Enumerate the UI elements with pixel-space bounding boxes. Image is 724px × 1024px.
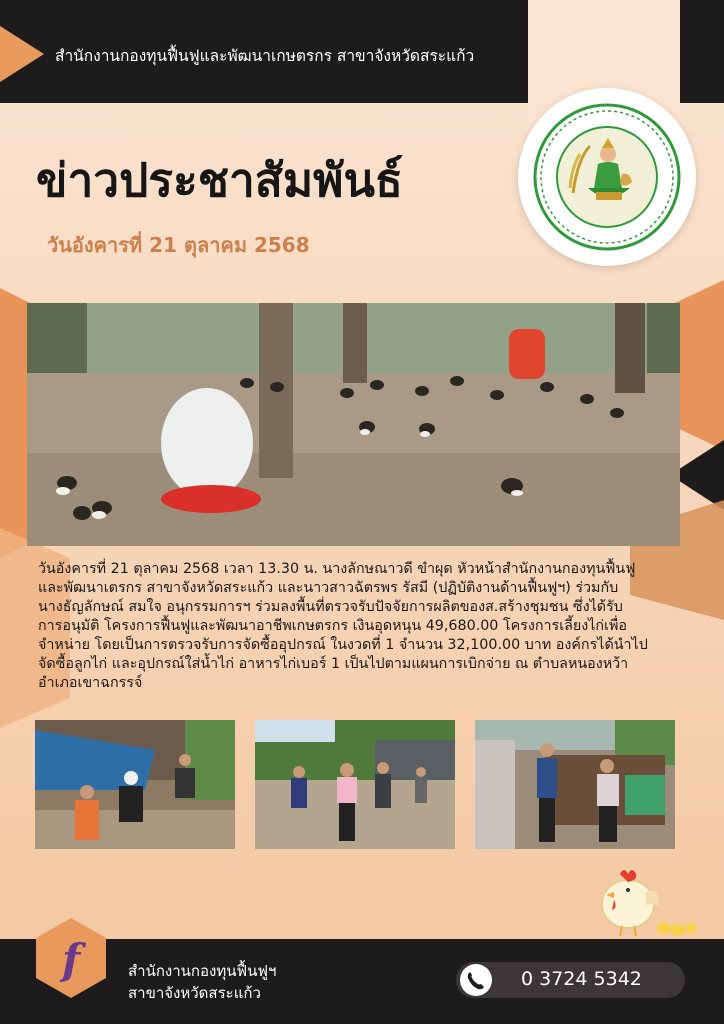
phone-icon (460, 964, 492, 996)
news-body (38, 560, 688, 693)
photo-thumbnail-2 (255, 720, 455, 849)
office-seal-icon (518, 88, 696, 266)
body-line: จัดซื้อลูกไก่ และอุปกรณ์ใส่น้ำไก่ อาหารไก่เบอร์ 1 เป็นไปตามแผนการเบิกจ่าย ณ ตำบลหนองหว้า (38, 656, 629, 672)
chicken-icon (598, 862, 698, 944)
news-date: วันอังคารที่ 21 ตุลาคม 2568 (47, 233, 310, 257)
page-title: ข่าวประชาสัมพันธ์ (36, 153, 404, 207)
body-line: อำเภอเขาฉกรรจ์ (38, 675, 143, 691)
phone-number[interactable]: 0 3724 5342 (521, 968, 642, 990)
fund-logo-letter: f (61, 935, 81, 984)
main-photo-chicks (27, 303, 680, 546)
header-arrow-decoration (0, 26, 44, 82)
body-line: การอนุมัติ โครงการฟื้นฟูและพัฒนาอาชีพเกษตรกร เงินอุดหนุน 49,680.00 โครงการเลี้ยงไก่เพื่อ (38, 618, 627, 634)
body-line: นางธัญลักษณ์ สมใจ อนุกรรมการฯ ร่วมลงพื้นที่ตรวจรับปัจจัยการผลิตของส.สร้างชุมชน ซึ่งได้รับ (38, 599, 623, 615)
body-line: และพัฒนาเตรกร สาขาจังหวัดสระแก้ว และนาวสาวฉัตรพร รัสมี (ปฏิบัติงานด้านฟื้นฟูฯ) ร่วมกับ (38, 580, 619, 596)
footer-office-name: สำนักงานกองทุนฟื้นฟูฯ (128, 962, 277, 980)
body-line: วันอังคารที่ 21 ตุลาคม 2568 เวลา 13.30 น. นางลักษณาวดี ขำผุด หัวหน้าสำนักงานกองทุนฟื้นฟู (38, 561, 636, 577)
office-name: สำนักงานกองทุนฟื้นฟูและพัฒนาเกษตรกร สาขาจังหวัดสระแก้ว (55, 47, 475, 65)
photo-thumbnail-1 (35, 720, 235, 849)
fund-logo-icon (36, 918, 106, 998)
body-line: จำหน่าย โดยเป็นการตรวจรับการจัดซื้ออุปกรณ์ ในงวดที่ 1 จำนวน 32,100.00 บาท องค์กรได้นำไป (38, 637, 648, 653)
footer-branch-name: สาขาจังหวัดสระแก้ว (128, 984, 261, 1002)
photo-thumbnail-3 (475, 720, 675, 849)
